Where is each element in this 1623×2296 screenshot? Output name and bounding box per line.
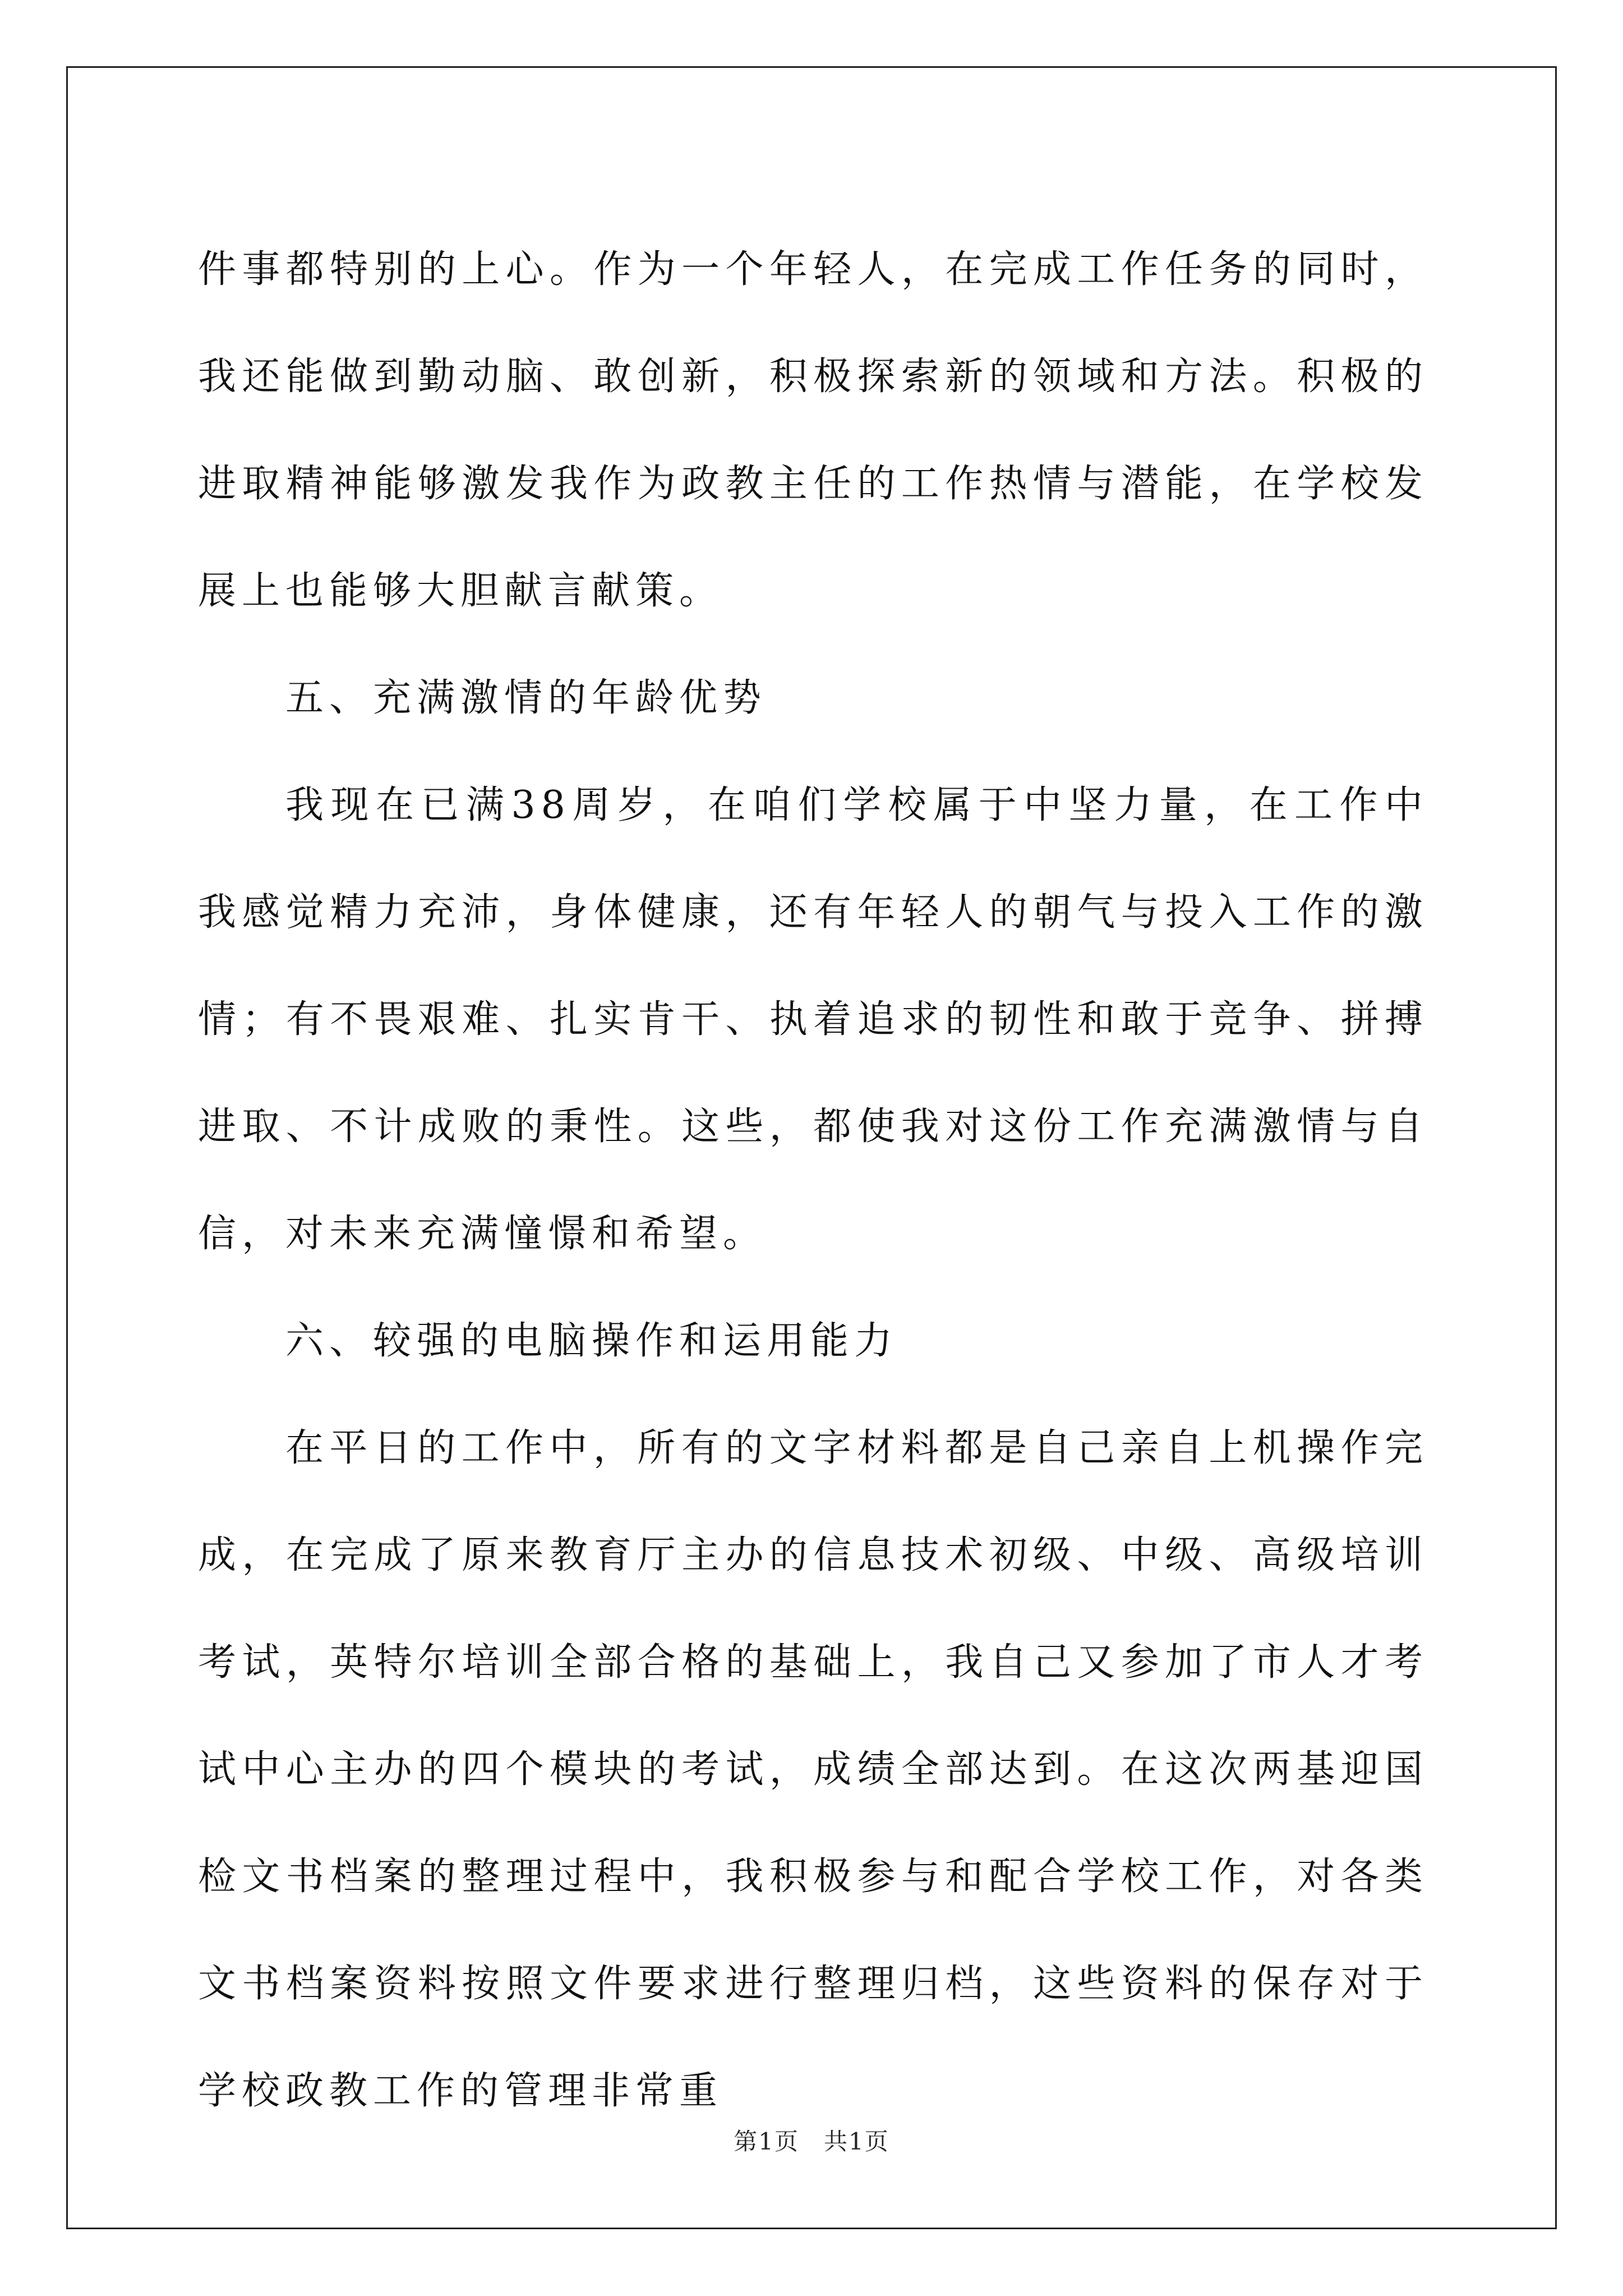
paragraph-continuation: 件事都特别的上心。作为一个年轻人，在完成工作任务的同时，我还能做到勤动脑、敢创新，积极探索新的领域和方法。积极的进取精神能够激发我作为政教主任的工作热情与潜能，在学校发展上也能够大胆献言献策。 xyxy=(198,247,1428,613)
section-heading-5: 五、充满激情的年龄优势 xyxy=(285,676,767,720)
paragraph-age-advantage: 我现在已满38周岁，在咱们学校属于中坚力量，在工作中我感觉精力充沛，身体健康，还有年轻人的朝气与投入工作的激情；有不畏艰难、扎实肯干、执着追求的韧性和敢于竞争、拼搏进取、不计成败的秉性。这些，都使我对这份工作充满激情与自信，对未来充满憧憬和希望。 xyxy=(198,783,1428,1256)
document-body xyxy=(198,216,1428,2145)
section-heading-6: 六、较强的电脑操作和运用能力 xyxy=(285,1319,898,1363)
paragraph-computer-skills: 在平日的工作中，所有的文字材料都是自己亲自上机操作完成，在完成了原来教育厅主办的信息技术初级、中级、高级培训考试，英特尔培训全部合格的基础上，我自己又参加了市人才考试中心主办的四个模块的考试，成绩全部达到。在这次两基迎国检文书档案的整理过程中，我积极参与和配合学校工作，对各类文书档案资料按照文件要求进行整理归档，这些资料的保存对于学校政教工作的管理非常重 xyxy=(198,1426,1428,2113)
page-number-footer: 第1页 共1页 xyxy=(734,2128,889,2155)
